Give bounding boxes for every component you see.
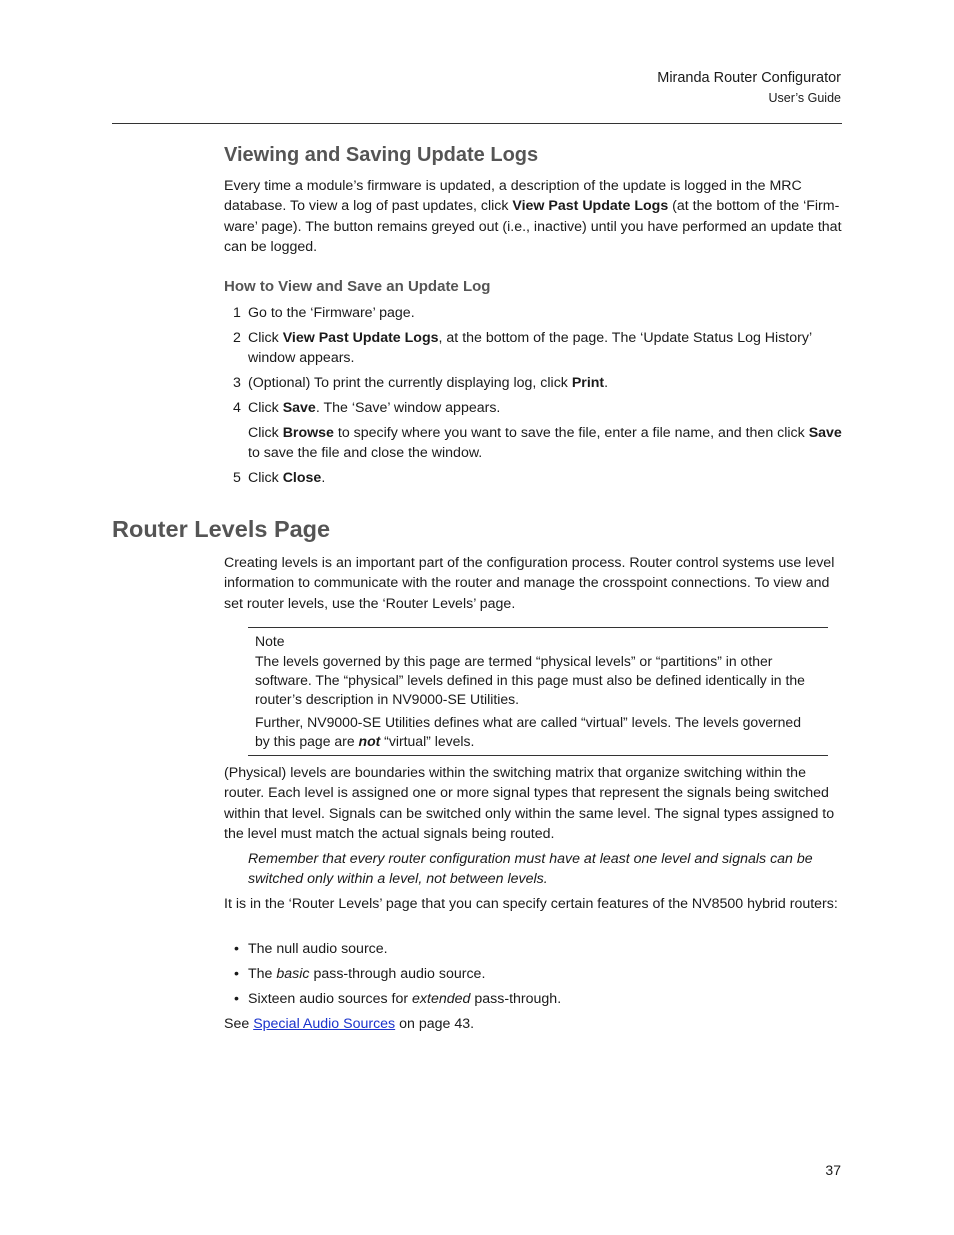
- running-header-subtitle: User’s Guide: [768, 91, 841, 105]
- remember-note: Remember that every router configuration must have at least one level and signals can be switched only within a level, not between levels.: [248, 851, 813, 888]
- note-box: [248, 627, 828, 756]
- note-label: Note: [255, 633, 285, 649]
- nv8500-paragraph: It is in the ‘Router Levels’ page that you can specify certain features of the NV8500 hybrid routers:: [224, 896, 838, 912]
- router-levels-intro: Creating levels is an important part of the configuration process. Router control systems use level information to communicate with the router and manage the crosspoint connections. To view and set router levels, use the ‘Router Levels’ page.: [224, 555, 835, 612]
- see-reference: See Special Audio Sources on page 43.: [224, 1016, 475, 1032]
- section-heading-router-levels: Router Levels Page: [112, 516, 331, 542]
- page-number: 37: [825, 1162, 841, 1178]
- update-logs-paragraph: Every time a module’s firmware is updated, a description of the update is logged in the MRC database. To view a log of past updates, click View Past Update Logs (at the bottom of the ‘Firm-ware’ page). The button remains greyed out (i.e., inactive) until you have performed an update that can be logged.: [224, 178, 842, 255]
- special-audio-sources-link[interactable]: Special Audio Sources: [253, 1016, 396, 1032]
- note-text-2: Further, NV9000-SE Utilities defines what are called “virtual” levels. The levels governed by this page are not “virtual” levels.: [255, 714, 801, 749]
- procedure-heading: How to View and Save an Update Log: [224, 278, 491, 295]
- header-divider: [112, 123, 842, 124]
- section-heading-update-logs: Viewing and Saving Update Logs: [224, 144, 539, 166]
- note-text-1: The levels governed by this page are termed “physical levels” or “partitions” in other software. The “physical” levels defined in this page must also be defined identically in the router’s description in NV9000-SE Utilities.: [255, 653, 805, 707]
- running-header-title: Miranda Router Configurator: [657, 70, 841, 86]
- physical-levels-paragraph: (Physical) levels are boundaries within the switching matrix that organize switching within the router. Each level is assigned one or more signal types that represent the signals being switched within that level. Signals can be switched only within the same level. The signal types assigned to the level must match the actual signals being routed.: [224, 765, 835, 842]
